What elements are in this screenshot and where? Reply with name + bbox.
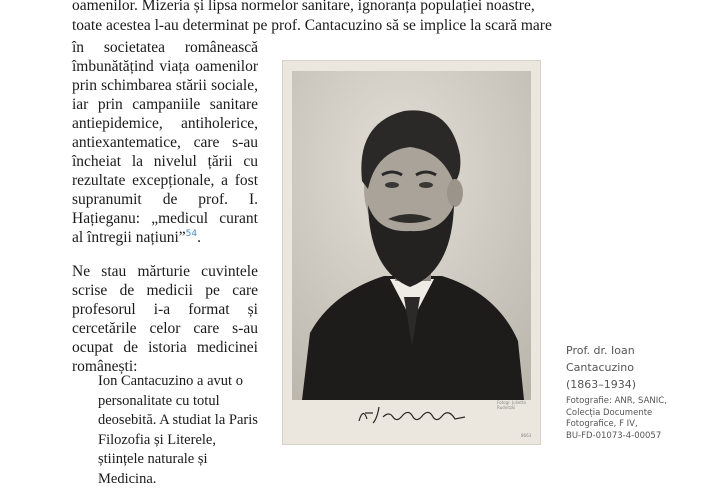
footnote-ref[interactable]: 54 [185, 228, 198, 239]
paragraph-1-text: în societatea românească îmbunătățind viața oamenilor prin schimbarea stării sociale, iar prin campaniile sanitare antiepidemice, antiholerice, antiexantematice, care s-au încheiat la nivelul țării cu rezultate excepționale, a fost supranumit de prof. I. Hațieganu: „medicul curant al întregii națiuni” [72, 39, 258, 246]
text-line-1: oamenilor. Mizeria și lipsa normelor sanitare, ignoranța populației noastre, [72, 0, 535, 14]
caption-credit-line-1: Fotografie: ANR, SANIC, [566, 396, 667, 406]
body-column [72, 38, 258, 247]
photo-caption [566, 342, 706, 442]
paragraph-2: Ne stau mărturie cuvintele scrise de medicii pe care profesorul i-a format și cercetările celor care s-au ocupat de istoria medicinei românești: [72, 263, 258, 375]
caption-credit-line-3: Fotografice, F IV, [566, 419, 638, 429]
quote-block: Ion Cantacuzino a avut o personalitate cu totul deosebită. A studiat la Paris Filozofia și Literele, științele naturale și Medicina. [98, 373, 258, 487]
portrait-image [292, 71, 531, 400]
caption-credit-line-4: BU-FD-01073-4-00057 [566, 430, 662, 441]
portrait-photo [292, 71, 531, 400]
caption-title: Prof. dr. Ioan [566, 344, 635, 357]
print-mark: 8663 [521, 433, 532, 438]
paragraph-1 [72, 38, 258, 247]
signature-image [353, 401, 473, 429]
caption-name: Cantacuzino [566, 361, 634, 374]
studio-mark: Fotogr. Julietta Rudnitzki [497, 400, 526, 410]
portrait-photo-frame [282, 60, 541, 445]
body-column-2 [72, 262, 258, 376]
text-line-2: toate acestea l-au determinat pe prof. Cantacuzino să se implice la scară mare [72, 17, 552, 34]
caption-credit-line-2: Colecția Documente [566, 407, 653, 418]
caption-credit [566, 396, 706, 442]
paragraph-1-end: . [197, 229, 201, 246]
caption-years: (1863–1934) [566, 378, 637, 391]
